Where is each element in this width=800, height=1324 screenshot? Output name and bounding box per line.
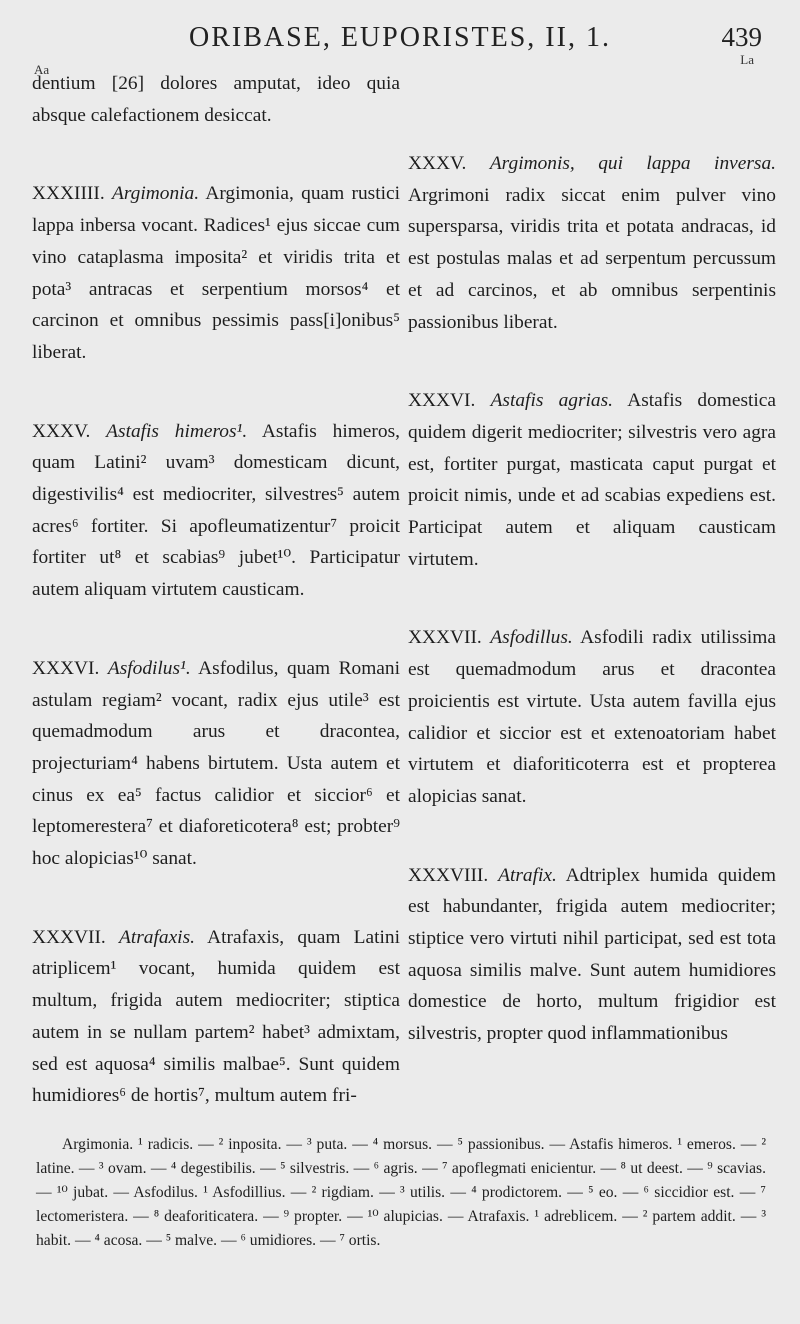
chapter-title: Astafis himeros¹. [106, 420, 248, 442]
paragraph-text: Asfodilus, quam Romani astulam regiam² vocant, radix ejus utile³ est quemadmodum arus et dracontea, projecturiam⁴ habens birtutem. Usta autem et cinus ex ea⁵ factus calidior et siccior⁶ et leptomerestera⁷ et diaforeticotera⁸ est; probter⁹ hoc alopicias¹⁰ sanat. [32, 657, 400, 870]
chapter-number: XXXV. [32, 420, 91, 442]
paragraph-text: Adtriplex humida quidem est habundanter, frigida autem mediocriter; stiptice vero virtuti nihil participat, sed est tota aquosa similis malve. Sunt autem humidiores domestice de horto, multum frigidior est silvestris, propter quod inflammationibus [408, 864, 776, 1045]
chapter-title: Argimonis, qui lappa inversa. [489, 153, 776, 174]
paragraph-text: Astafis domestica quidem digerit mediocriter; silvestris vero agra est, fortiter purgat, masticata caput purgat et proicit nimis, unde et ad scabias expediens est. Participat autem et aliquam causticam virtutem. [408, 390, 776, 570]
chapter-number: XXXVIII. [408, 864, 489, 886]
paragraph [32, 178, 400, 368]
paragraph [32, 922, 400, 1112]
paragraph [32, 653, 400, 875]
paragraph [408, 148, 776, 338]
paragraph [408, 622, 776, 812]
right-column [408, 148, 776, 1050]
chapter-title: Atrafix. [498, 864, 557, 886]
paragraph-text: dentium [26] dolores amputat, ideo quia absque calefactionem desiccat. [32, 73, 400, 126]
chapter-title: Atrafaxis. [119, 926, 195, 948]
paragraph-text: Atrafaxis, quam Latini atriplicem¹ vocant, humida quidem est multum, frigida autem mediocriter; stiptica autem in se nullam partem² habet³ admixtam, sed est aquosa⁴ similis malbae⁵. Sunt quidem humidiores⁶ de hortis⁷, multum autem fri- [32, 926, 400, 1107]
paragraph [408, 385, 776, 575]
chapter-number: XXXIIII. [32, 183, 105, 205]
chapter-number: XXXV. [408, 153, 467, 174]
paragraph-text: Asfodili radix utilissima est quemadmodum arus et dracontea proicientis est virtute. Usta autem favilla ejus calidior et siccior est et extenoatoriam habet virtutem et diaforiticoterra est et propterea alopicias sanat. [408, 627, 776, 807]
margin-note-left: Aa [34, 62, 50, 77]
chapter-title: Astafis agrias. [490, 390, 614, 412]
paragraph [408, 860, 776, 1050]
margin-note-right: La [740, 52, 754, 67]
paragraph-text: Argimonia, quam rustici lappa inbersa vocant. Radices¹ ejus siccae cum vino cataplasma imposita² et viridis trita et pota³ antracas et serpentium morsos⁴ et carcinon et omnibus pessimis pass[i]onibus⁵ liberat. [32, 183, 400, 363]
chapter-title: Asfodillus. [490, 627, 573, 649]
footnotes: Argimonia. ¹ radicis. — ² inposita. — ³ puta. — ⁴ morsus. — ⁵ passionibus. — Astafis himeros. ¹ emeros. — ² latine. — ³ ovam. — ⁴ degestibilis. — ⁵ silvestris. — ⁶ agris. — ⁷ apoflegmati enicientur. — ⁸ ut deest. — ⁹ scavias. — ¹⁰ jubat. — Asfodilus. ¹ Asfodillius. — ² rigdiam. — ³ utilis. — ⁴ prodictorem. — ⁵ eo. — ⁶ siccidior est. — ⁷ lectomeristera. — ⁸ deaforiticatera. — ⁹ propter. — ¹⁰ alupicias. — Atrafaxis. ¹ adreblicem. — ² partem addit. — ³ habit. — ⁴ acosa. — ⁵ malve. — ⁶ umidiores. — ⁷ ortis. [36, 1136, 766, 1249]
paragraph-text: Argrimoni radix siccat enim pulver vino supersparsa, viridis trita et potata andracas, id est postulas malas et ad serpentum percussum et ad carcinos, et ab omnibus serpentinis passionibus liberat. [408, 184, 776, 333]
chapter-number: XXXVI. [32, 657, 100, 679]
chapter-title: Argimonia. [112, 183, 200, 205]
chapter-number: XXXVII. [408, 627, 482, 649]
running-header: ORIBASE, EUPORISTES, II, 1. [189, 22, 611, 53]
paragraph-text: Astafis himeros, quam Latini² uvam³ domesticam dicunt, digestivilis⁴ est mediocriter, silvestres⁵ autem acres⁶ fortiter. Si apofleumatizentur⁷ proicit fortiter ut⁸ et scabias⁹ jubet¹⁰. Participatur autem aliquam virtutem causticam. [32, 420, 400, 601]
page-number: 439 [721, 22, 762, 52]
left-column [32, 68, 400, 1112]
chapter-title: Asfodilus¹. [107, 657, 191, 679]
paragraph [32, 68, 400, 131]
paragraph [32, 416, 400, 606]
chapter-number: XXXVII. [32, 926, 106, 948]
chapter-number: XXXVI. [408, 390, 476, 412]
